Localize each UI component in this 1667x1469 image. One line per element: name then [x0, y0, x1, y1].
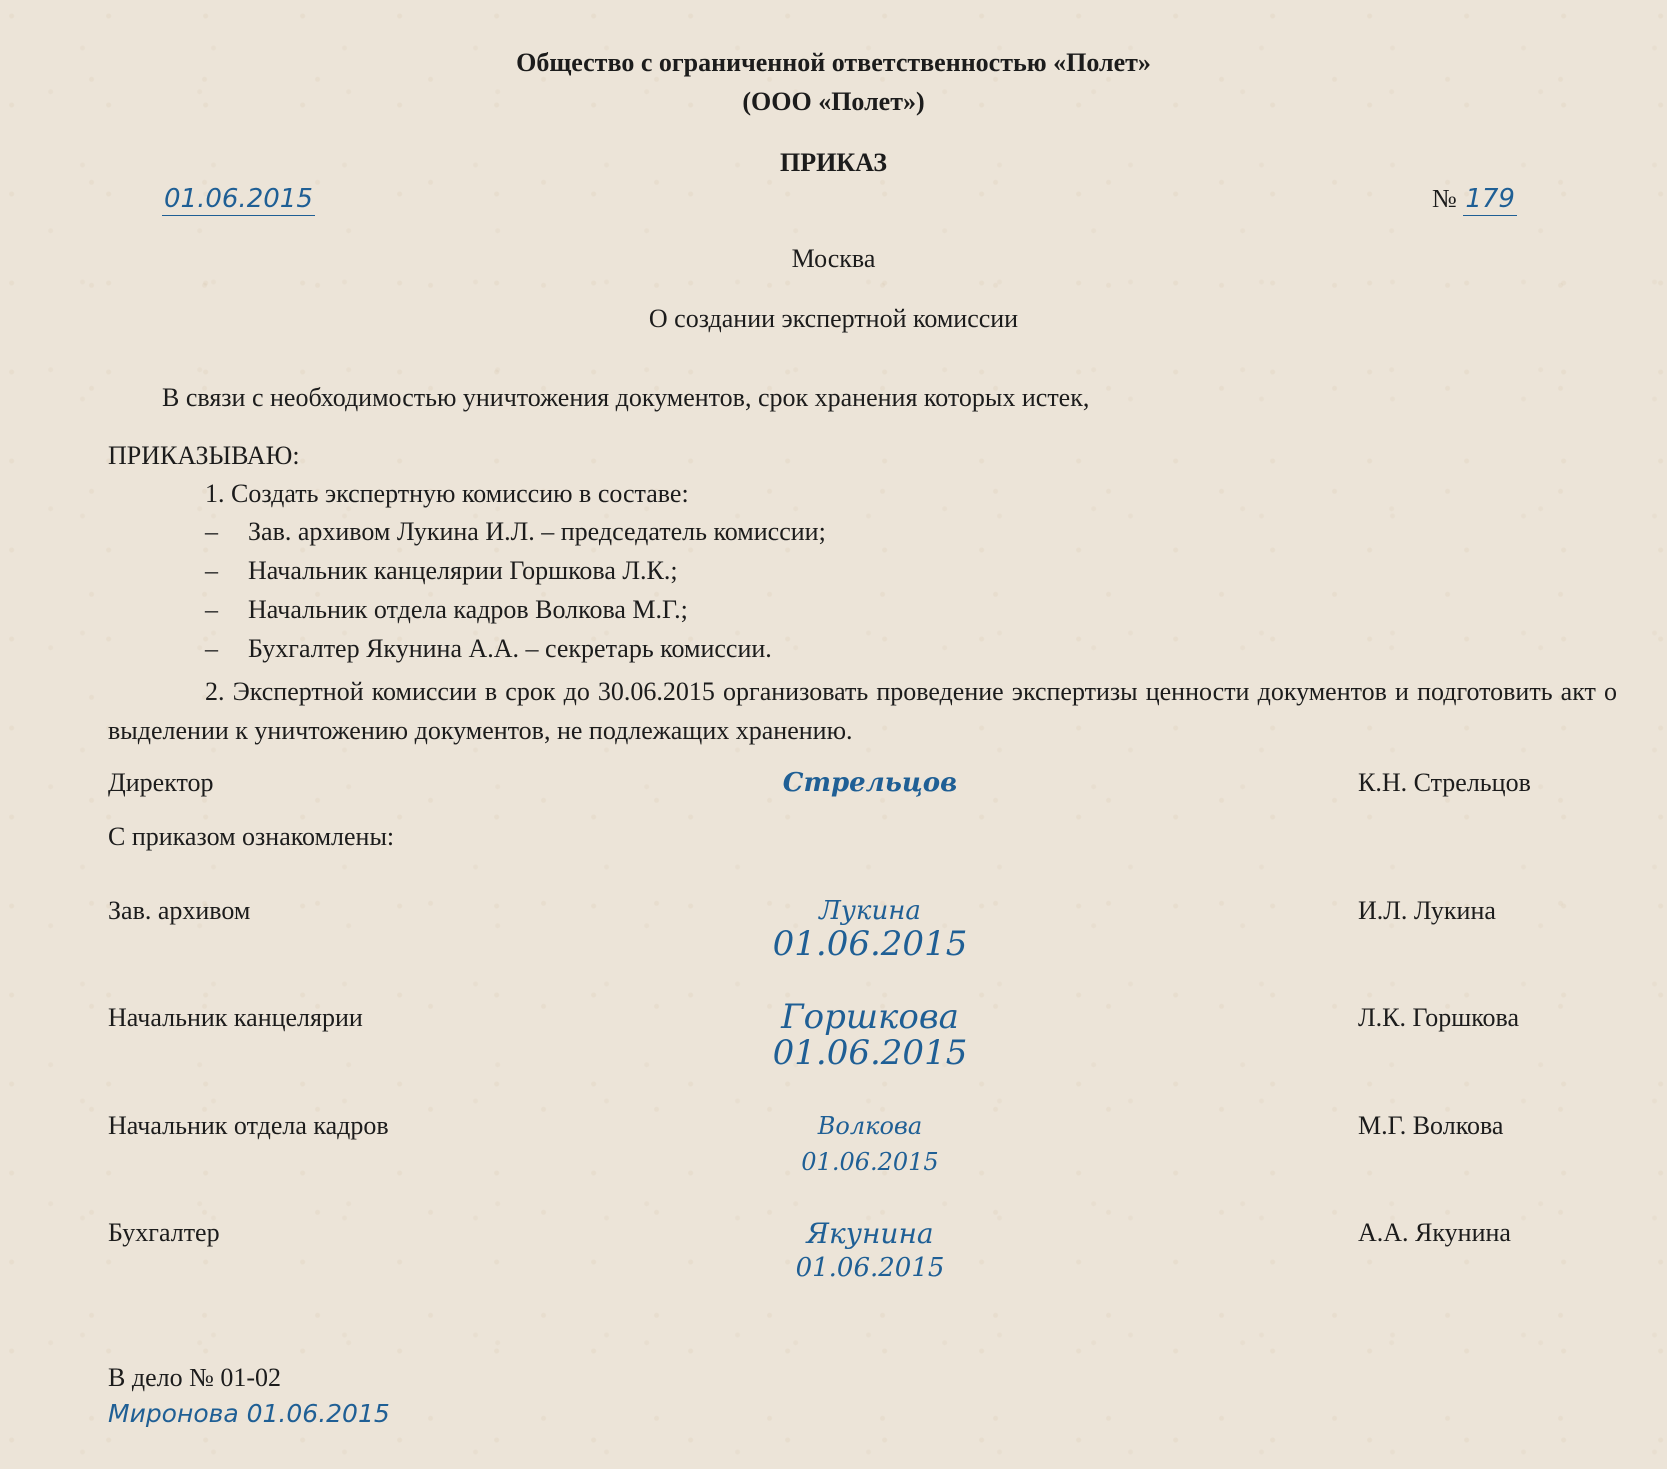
file-sign: Миронова 01.06.2015 [108, 1399, 390, 1428]
order-number [1432, 184, 1517, 214]
acknowledged-heading: С приказом ознакомлены: [108, 822, 395, 851]
preamble: В связи с необходимостью уничтожения документов, срок хранения которых истек, [162, 383, 1090, 412]
ack-signature: Волкова [817, 1112, 923, 1140]
director-name: К.Н. Стрельцов [1358, 768, 1531, 797]
member-list [205, 517, 826, 673]
ack-date: 01.06.2015 [795, 1253, 945, 1283]
ack-name: Л.К. Горшкова [1358, 1003, 1520, 1032]
order-number-value: 179 [1465, 184, 1515, 214]
ack-signature: Горшкова [781, 997, 959, 1037]
dash: – [205, 595, 218, 624]
ack-name: И.Л. Лукина [1358, 896, 1496, 925]
number-label: № [1432, 184, 1457, 213]
list-item [205, 556, 826, 595]
order-date [162, 184, 315, 214]
ack-position: Начальник отдела кадров [108, 1111, 389, 1140]
member-text: Начальник канцелярии Горшкова Л.К.; [248, 556, 678, 585]
ack-position: Начальник канцелярии [108, 1003, 363, 1032]
ack-position: Зав. архивом [108, 896, 251, 925]
member-text: Зав. архивом Лукина И.Л. – председатель комиссии; [248, 517, 826, 546]
list-item [205, 517, 826, 556]
ack-date: 01.06.2015 [772, 924, 968, 964]
order-subject: О создании экспертной комиссии [648, 304, 1019, 333]
member-text: Начальник отдела кадров Волкова М.Г.; [248, 595, 688, 624]
org-short-name: (ООО «Полет») [742, 87, 925, 116]
doc-type: ПРИКАЗ [779, 148, 888, 177]
item-1: 1. Создать экспертную комиссию в составе: [205, 479, 689, 508]
dash: – [205, 556, 218, 585]
ack-name: М.Г. Волкова [1358, 1111, 1504, 1140]
ack-date: 01.06.2015 [772, 1033, 968, 1073]
director-title: Директор [108, 768, 214, 797]
list-item [205, 595, 826, 634]
member-text: Бухгалтер Якунина А.А. – секретарь комиссии. [248, 634, 772, 663]
director-signature: Стрельцов [782, 768, 958, 798]
item-2: 2. Экспертной комиссии в срок до 30.06.2015 организовать проведение экспертизы ценности документов и подготовить акт о выделении к уничтожению документов, не подлежащих хранению. [108, 677, 1617, 745]
order-date-value: 01.06.2015 [164, 184, 313, 214]
city: Москва [791, 244, 876, 273]
list-item [205, 634, 826, 673]
ack-date: 01.06.2015 [801, 1148, 939, 1176]
dash: – [205, 517, 218, 546]
ack-name: А.А. Якунина [1358, 1218, 1511, 1247]
ack-position: Бухгалтер [108, 1218, 220, 1247]
org-name: Общество с ограниченной ответственностью «Полет» [516, 48, 1151, 77]
order-word: ПРИКАЗЫВАЮ: [108, 441, 300, 470]
file-note: В дело № 01-02 [108, 1363, 282, 1392]
ack-signature: Якунина [806, 1217, 934, 1250]
ack-signature: Лукина [819, 896, 921, 926]
dash: – [205, 634, 218, 663]
